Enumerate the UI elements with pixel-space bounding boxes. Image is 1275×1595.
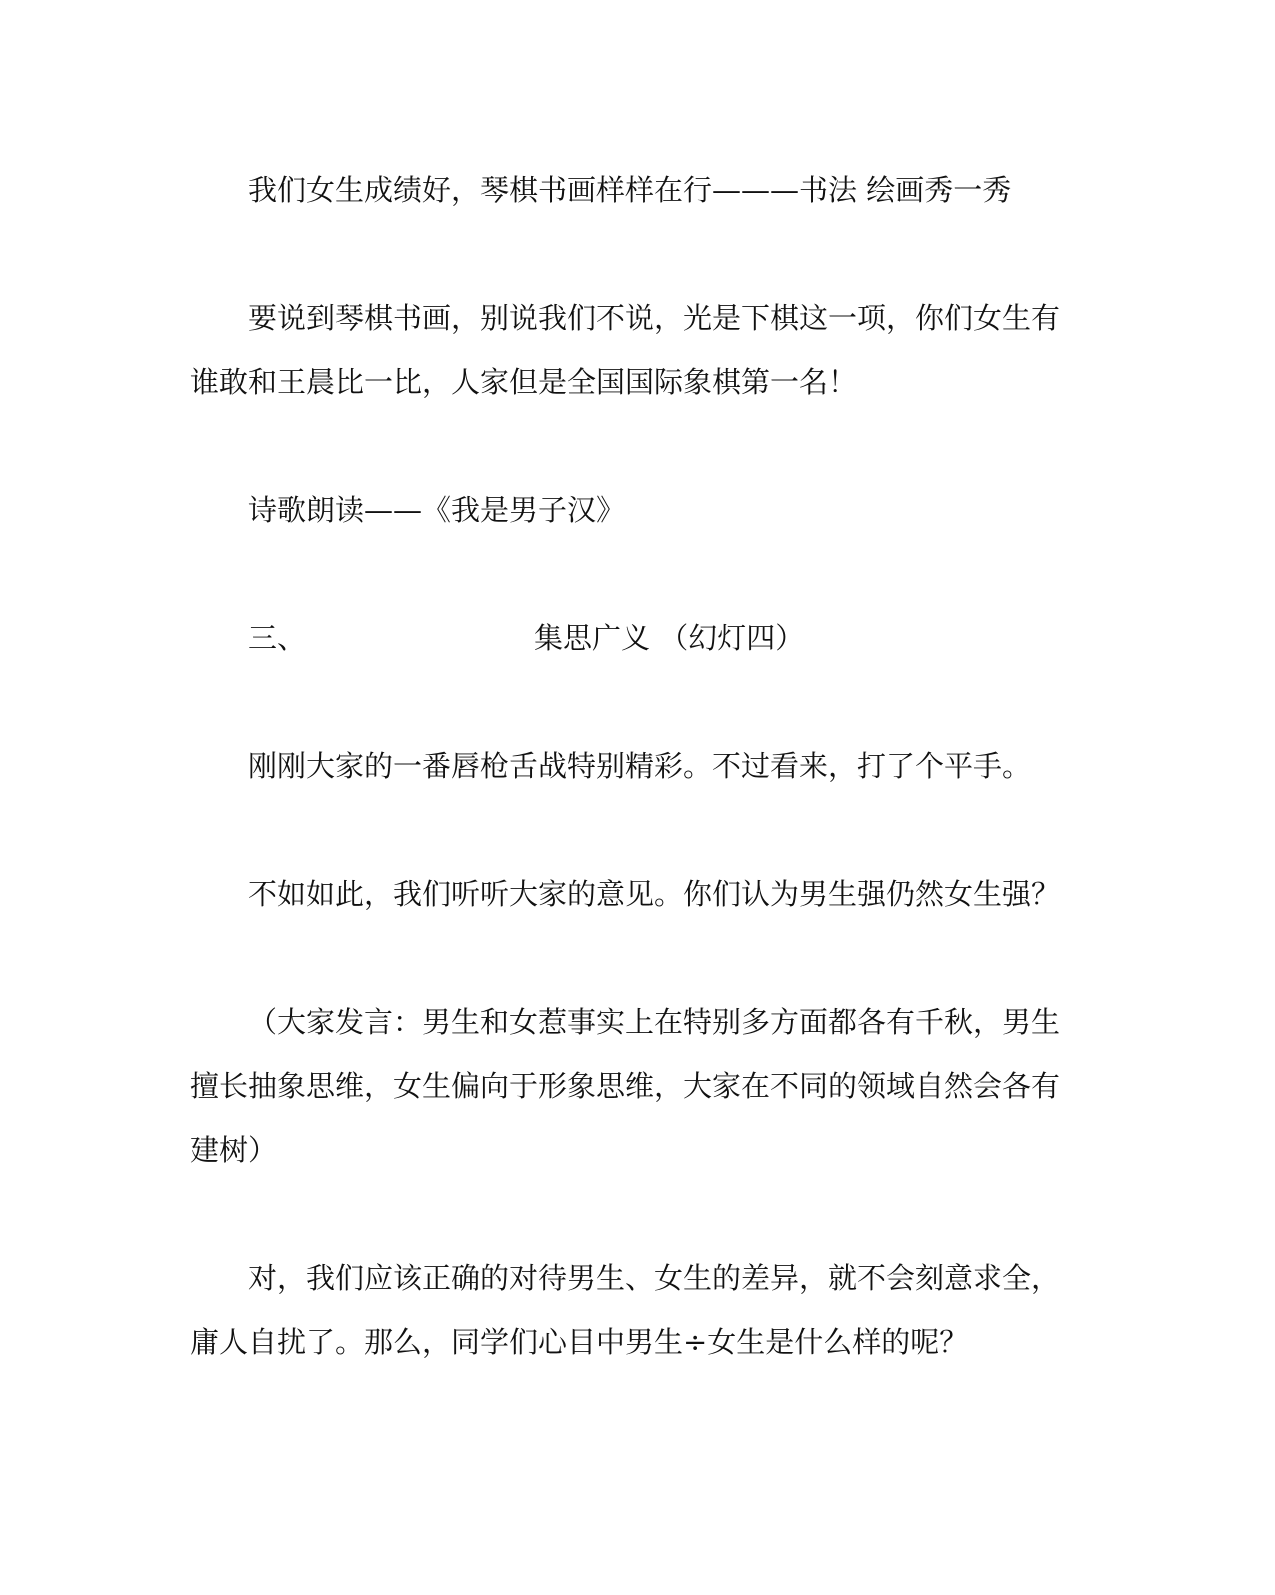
text-line: 庸人自扰了。那么，同学们心目中男生÷女生是什么样的呢？ bbox=[190, 1325, 969, 1359]
text-line: 对，我们应该正确的对待男生、女生的差异，就不会刻意求全， bbox=[248, 1261, 1061, 1295]
paragraph-discussion bbox=[190, 990, 1060, 1182]
paragraph-girls-talents bbox=[190, 158, 1060, 222]
text-line: 我们女生成绩好，琴棋书画样样在行———书法 绘画秀一秀 bbox=[248, 173, 1012, 207]
section-number: 三、 bbox=[248, 621, 307, 655]
section-heading bbox=[190, 606, 1060, 670]
text-line: （大家发言：男生和女惹事实上在特别多方面都各有千秋，男生 bbox=[248, 1005, 1061, 1039]
section-title: 集思广义 （幻灯四） bbox=[534, 621, 805, 655]
paragraph-poem-reading bbox=[190, 478, 1060, 542]
text-line: 要说到琴棋书画，别说我们不说，光是下棋这一项，你们女生有 bbox=[248, 301, 1061, 335]
paragraph-chess bbox=[190, 286, 1060, 414]
paragraph-question bbox=[190, 862, 1060, 926]
text-line: 不如如此，我们听听大家的意见。你们认为男生强仍然女生强？ bbox=[248, 877, 1061, 911]
paragraph-conclusion bbox=[190, 1246, 1060, 1374]
text-line: 谁敢和王晨比一比，人家但是全国国际象棋第一名！ bbox=[190, 365, 858, 399]
text-line: 刚刚大家的一番唇枪舌战特别精彩。不过看来，打了个平手。 bbox=[248, 749, 1032, 783]
text-line: 擅长抽象思维，女生偏向于形象思维，大家在不同的领域自然会各有 bbox=[190, 1069, 1061, 1103]
text-line: 诗歌朗读——《我是男子汉》 bbox=[248, 493, 626, 527]
text-line: 建树） bbox=[190, 1133, 278, 1167]
paragraph-debate-tie bbox=[190, 734, 1060, 798]
heading-line bbox=[190, 606, 1060, 670]
